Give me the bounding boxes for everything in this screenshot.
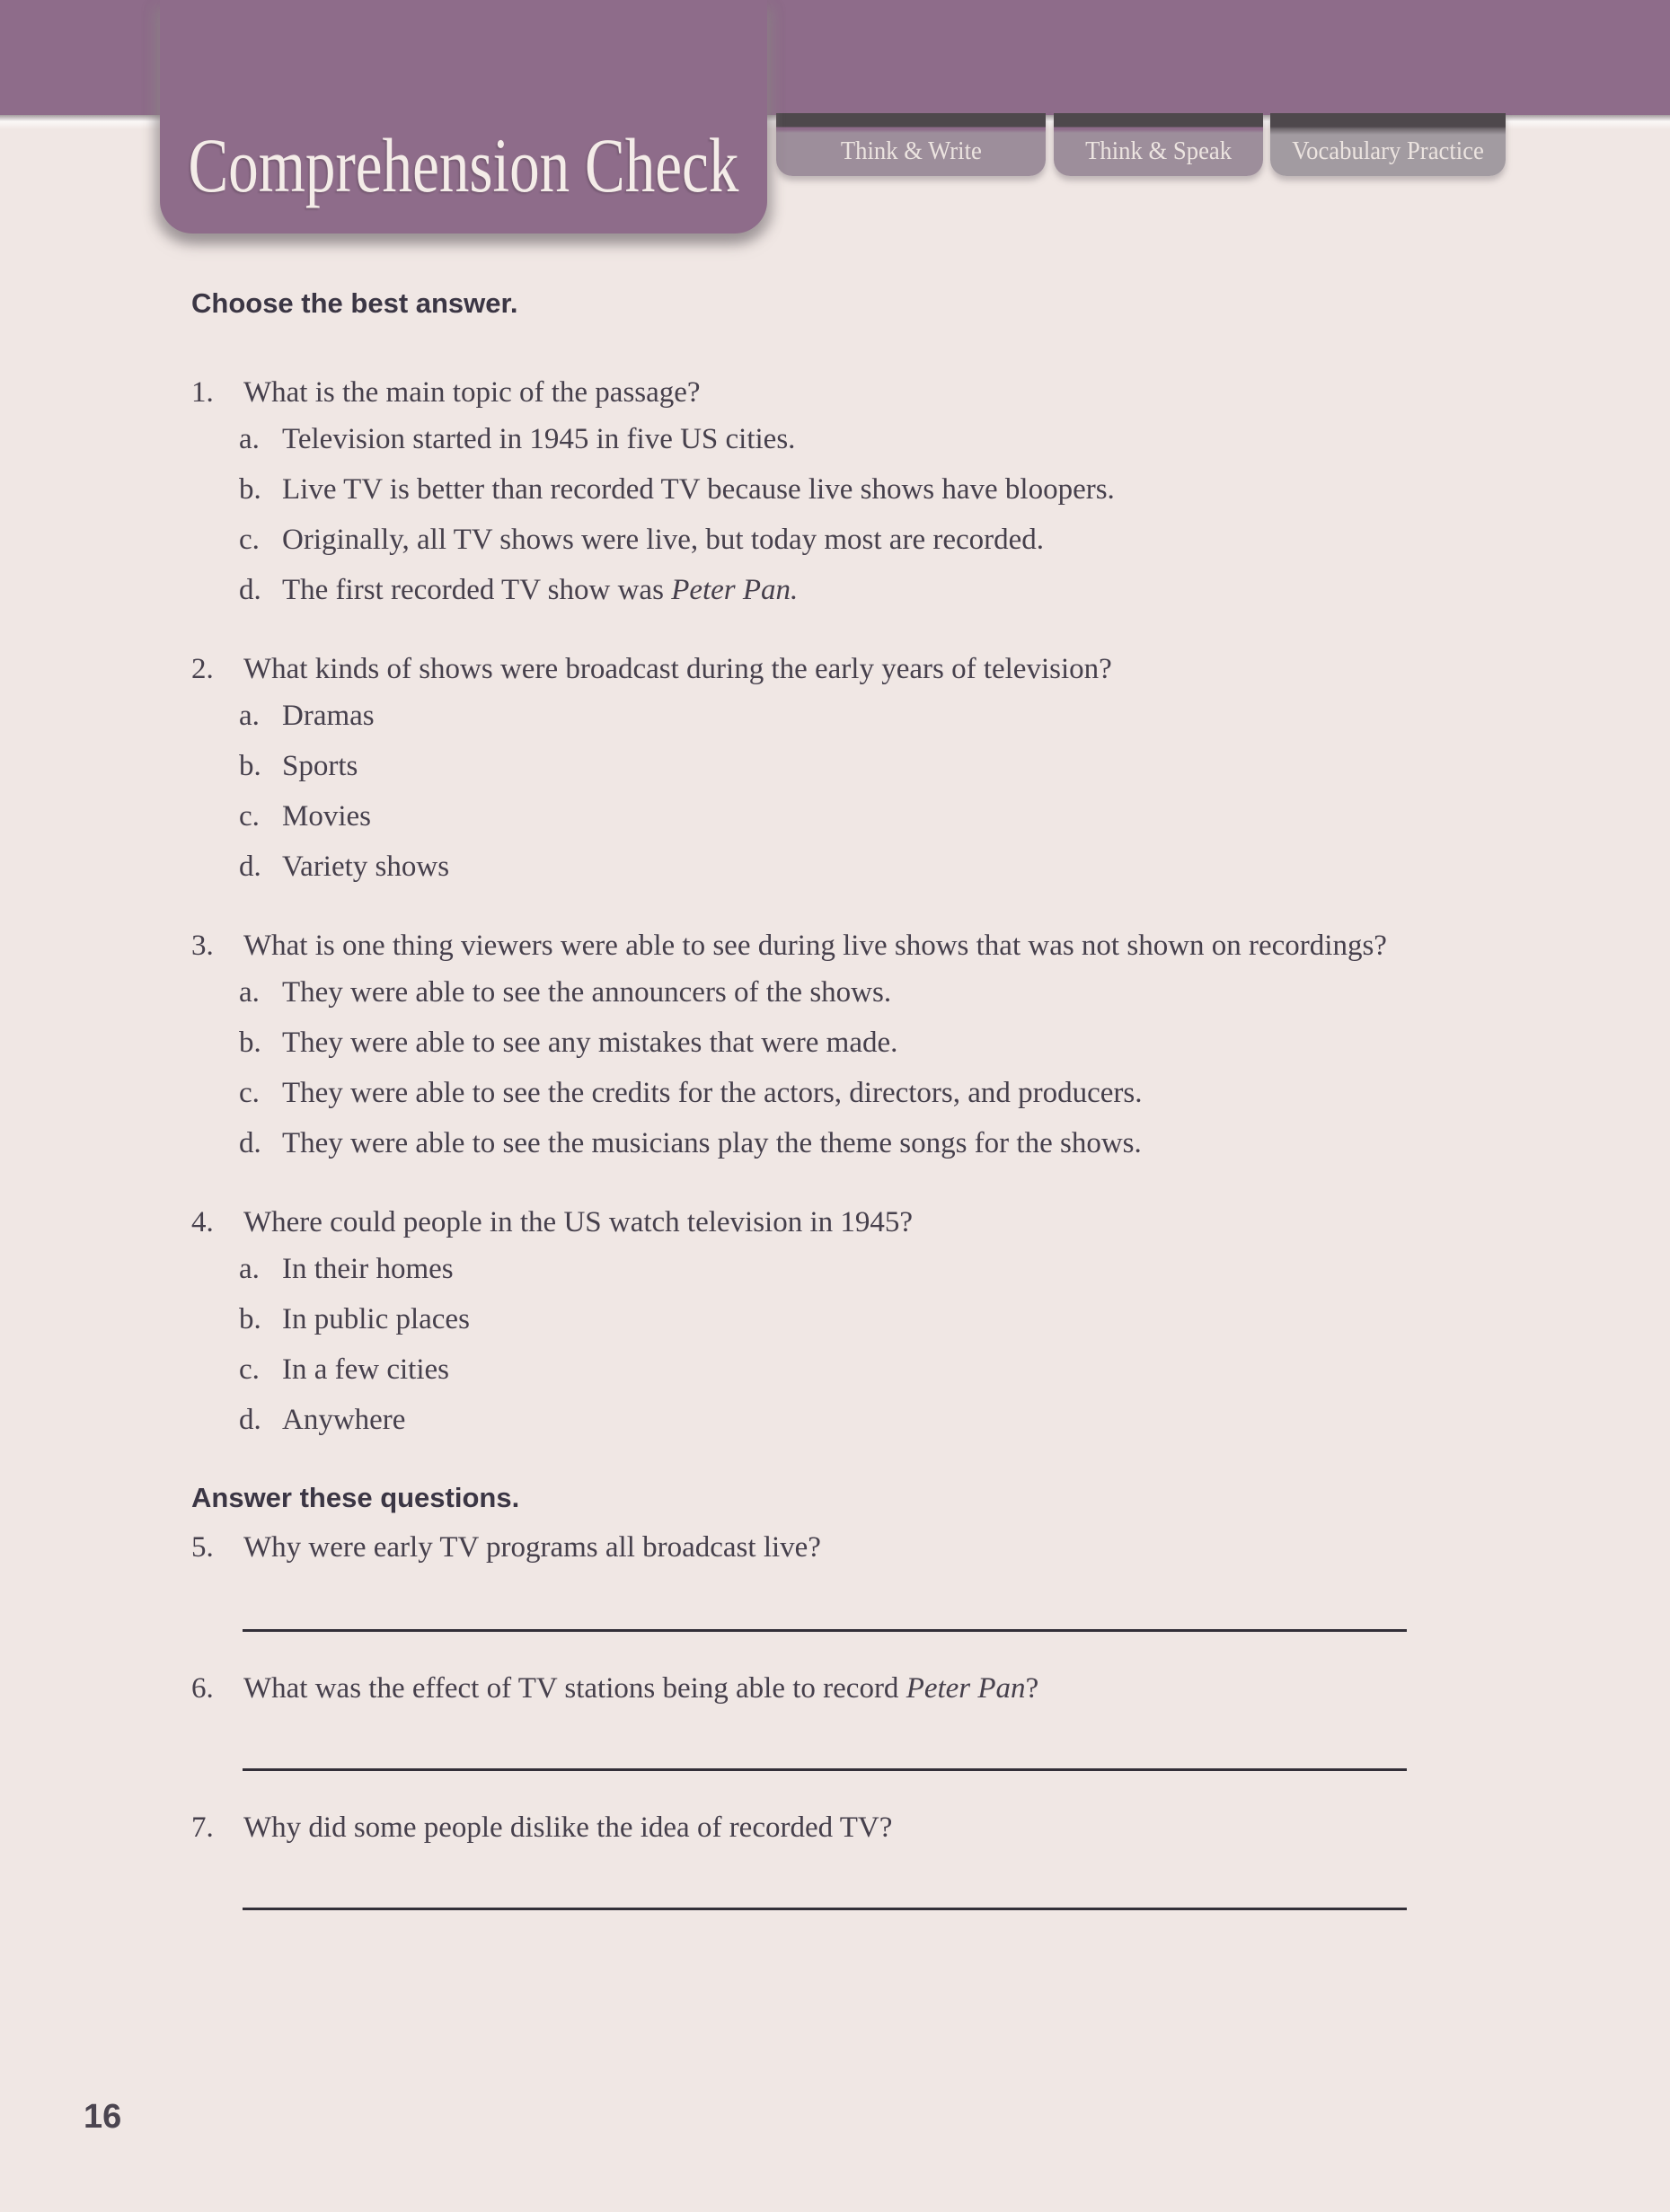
option-text: Originally, all TV shows were live, but today most are recorded. (282, 524, 1045, 556)
option-text: They were able to see the announcers of the shows. (282, 976, 892, 1009)
option-text: They were able to see the musicians play the theme songs for the shows. (282, 1127, 1142, 1159)
question-number: 1. (191, 376, 214, 409)
option-text (282, 571, 798, 609)
option-letter: b. (239, 750, 261, 782)
question-number: 6. (191, 1672, 214, 1705)
option-text-roman: The first recorded TV show was (282, 574, 672, 606)
option-letter: b. (239, 1027, 261, 1059)
question-line (191, 650, 1467, 688)
question-line (191, 1203, 1467, 1241)
question-number: 3. (191, 930, 214, 962)
option-4c (191, 1351, 1467, 1388)
option-2b (191, 747, 1467, 785)
option-text: Live TV is better than recorded TV because live shows have bloopers. (282, 473, 1115, 506)
question-text: Why were early TV programs all broadcast live? (243, 1531, 821, 1564)
question-3 (191, 927, 1467, 1162)
question-text-suffix: ? (1025, 1672, 1039, 1705)
question-number: 5. (191, 1531, 214, 1564)
answer-line-6[interactable] (243, 1768, 1407, 1771)
option-letter: a. (239, 976, 260, 1009)
option-3a (191, 974, 1467, 1011)
option-letter: d. (239, 1404, 261, 1436)
option-text: Television started in 1945 in five US cities. (282, 423, 796, 455)
option-text: They were able to see the credits for the actors, directors, and producers. (282, 1077, 1143, 1109)
option-letter: b. (239, 1303, 261, 1335)
option-letter: b. (239, 473, 261, 506)
page-number: 16 (84, 2098, 122, 2136)
tab-think-and-write[interactable] (776, 113, 1046, 176)
question-text: Where could people in the US watch television in 1945? (243, 1206, 914, 1238)
question-text: What is the main topic of the passage? (243, 376, 701, 409)
option-1a (191, 420, 1467, 458)
option-letter: a. (239, 423, 260, 455)
question-1 (191, 374, 1467, 609)
option-2c (191, 798, 1467, 835)
option-letter: d. (239, 574, 261, 606)
option-text: Sports (282, 750, 358, 782)
option-letter: a. (239, 700, 260, 732)
question-number: 4. (191, 1206, 214, 1238)
option-4b (191, 1300, 1467, 1338)
question-text: What is one thing viewers were able to see during live shows that was not shown on recordings? (243, 930, 1387, 962)
option-letter: d. (239, 1127, 261, 1159)
option-text: Movies (282, 800, 371, 833)
comprehension-check-tab (160, 0, 767, 234)
option-text: In their homes (282, 1253, 454, 1285)
answer-line-5[interactable] (243, 1629, 1407, 1632)
option-4d (191, 1401, 1467, 1439)
question-line (191, 374, 1467, 411)
question-line (191, 1670, 1467, 1707)
option-text-italic: Peter Pan. (671, 574, 799, 606)
option-text: In public places (282, 1303, 470, 1335)
section-heading-choose: Choose the best answer. (191, 287, 518, 319)
tab-think-and-speak-label: Think & Speak (1084, 136, 1233, 165)
option-letter: c. (239, 800, 260, 833)
question-line (191, 1529, 1467, 1566)
question-text: What kinds of shows were broadcast during the early years of television? (243, 653, 1112, 685)
question-number: 2. (191, 653, 214, 685)
option-3b (191, 1024, 1467, 1062)
option-letter: d. (239, 850, 261, 883)
option-2d (191, 848, 1467, 886)
option-1c (191, 521, 1467, 559)
option-letter: c. (239, 1077, 260, 1109)
option-1d (191, 571, 1467, 609)
option-text: Variety shows (282, 850, 450, 883)
question-text-italic: Peter Pan (906, 1672, 1026, 1705)
option-2a (191, 697, 1467, 735)
question-2 (191, 650, 1467, 886)
question-line (191, 1809, 1467, 1846)
option-letter: c. (239, 524, 260, 556)
page-title: Comprehension Check (188, 122, 739, 208)
question-number: 7. (191, 1811, 214, 1844)
option-text: Dramas (282, 700, 375, 732)
option-1b (191, 471, 1467, 508)
option-text: Anywhere (282, 1404, 406, 1436)
option-text: They were able to see any mistakes that were made. (282, 1027, 898, 1059)
question-5 (191, 1529, 1467, 1566)
question-line (191, 927, 1467, 965)
option-4a (191, 1250, 1467, 1288)
question-4 (191, 1203, 1467, 1439)
tab-vocabulary-practice-label: Vocabulary Practice (1292, 136, 1484, 165)
answer-line-7[interactable] (243, 1908, 1407, 1910)
option-letter: a. (239, 1253, 260, 1285)
option-3c (191, 1074, 1467, 1112)
question-text: Why did some people dislike the idea of recorded TV? (243, 1811, 893, 1844)
question-text-roman: What was the effect of TV stations being able to record (243, 1672, 906, 1705)
tab-think-and-speak[interactable] (1054, 113, 1263, 176)
option-3d (191, 1124, 1467, 1162)
tab-think-and-write-label: Think & Write (840, 136, 982, 165)
worksheet-content (191, 286, 1467, 1948)
question-text (243, 1670, 1038, 1707)
question-7 (191, 1809, 1467, 1846)
tab-vocabulary-practice[interactable] (1270, 113, 1506, 176)
option-text: In a few cities (282, 1353, 449, 1386)
question-6 (191, 1670, 1467, 1707)
option-letter: c. (239, 1353, 260, 1386)
section-heading-answer: Answer these questions. (191, 1482, 520, 1513)
